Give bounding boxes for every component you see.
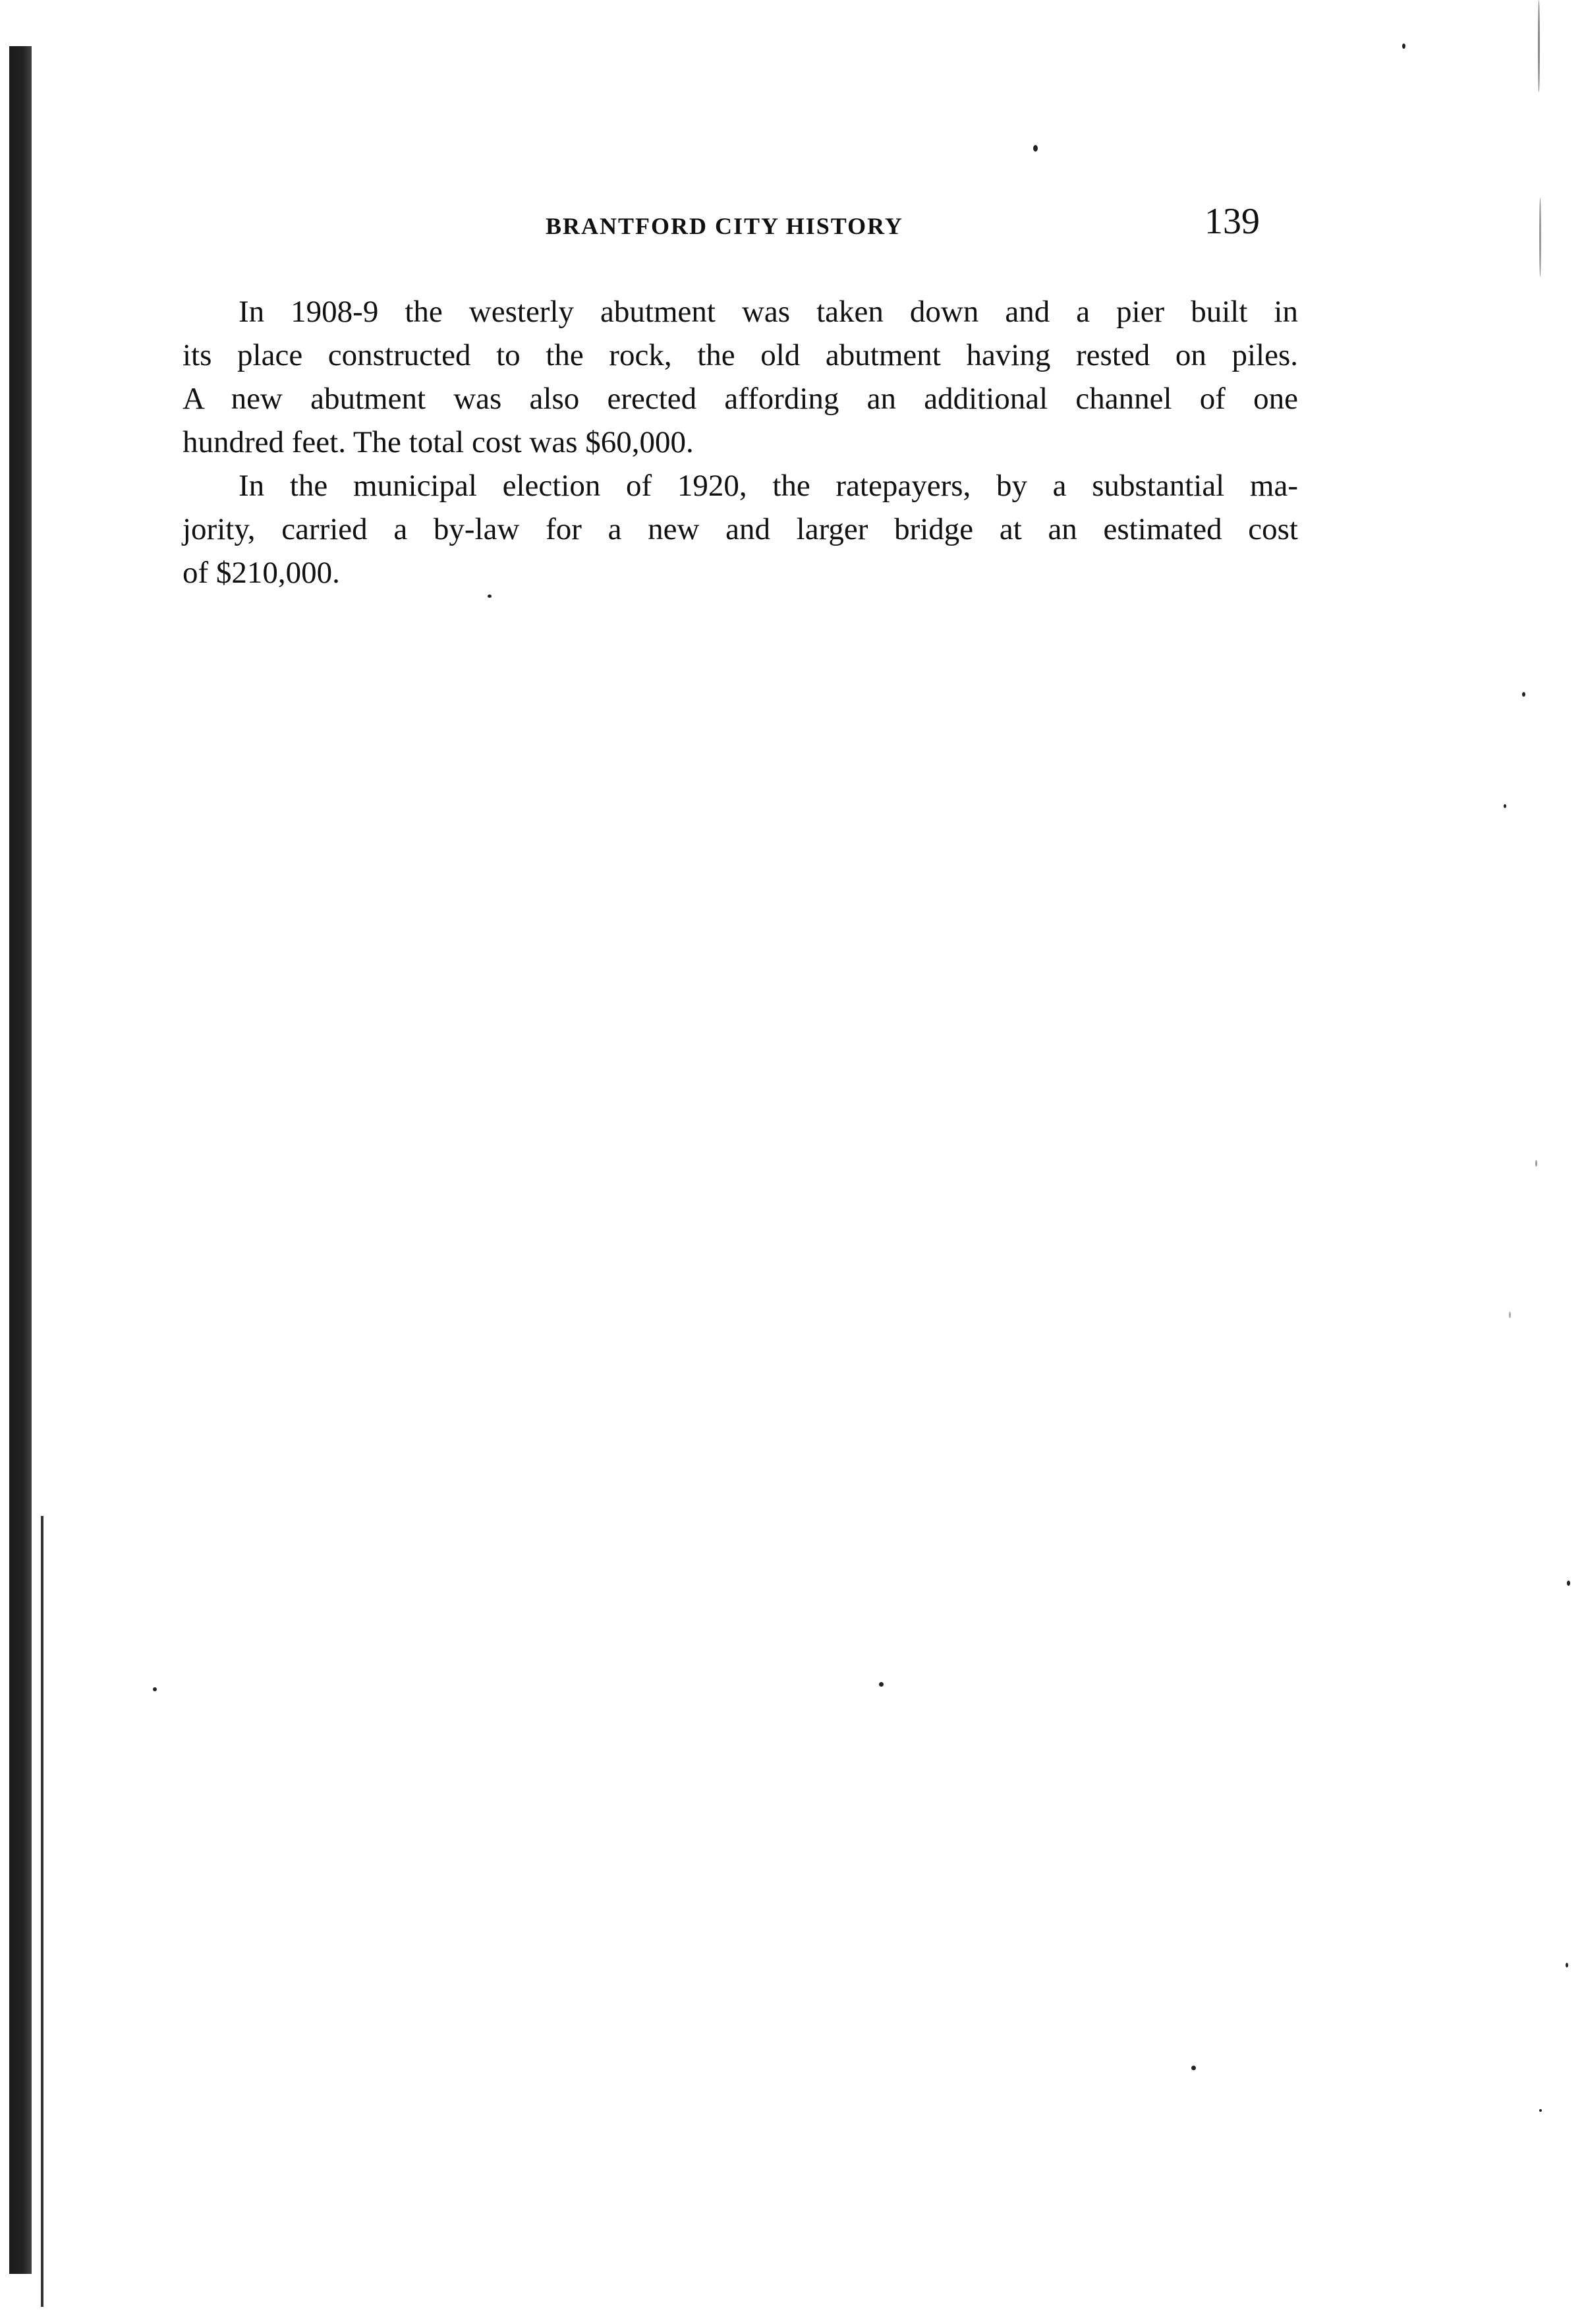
scan-speck xyxy=(1539,2109,1542,2112)
edge-mark xyxy=(1509,1312,1511,1318)
scan-speck xyxy=(879,1682,884,1687)
text-line: its place constructed to the rock, the old abutment having rested on piles. xyxy=(183,338,1298,372)
scan-speck xyxy=(1033,145,1038,152)
scan-speck xyxy=(1191,2066,1196,2070)
scan-speck xyxy=(1567,1581,1570,1586)
scan-speck xyxy=(1402,44,1405,49)
text-line: In 1908-9 the westerly abutment was taken down and a pier built in xyxy=(239,295,1298,329)
body-text xyxy=(183,290,1298,595)
binding-shadow-line xyxy=(41,1516,43,2307)
text-line: A new abutment was also erected affording an additional channel of one xyxy=(183,382,1298,416)
scan-speck xyxy=(153,1687,157,1691)
scan-speck xyxy=(488,595,492,598)
text-line: hundred feet. The total cost was $60,000. xyxy=(183,425,694,459)
paragraph xyxy=(183,464,1298,595)
scan-speck xyxy=(1504,804,1506,808)
paragraph xyxy=(183,290,1298,464)
scan-speck xyxy=(1522,692,1525,697)
scan-speck xyxy=(1566,1963,1568,1967)
text-line: In the municipal election of 1920, the ratepayers, by a substantial ma- xyxy=(239,469,1298,503)
text-line: jority, carried a by-law for a new and larger bridge at an estimated cost xyxy=(183,512,1298,546)
running-head-title: BRANTFORD CITY HISTORY xyxy=(546,213,903,239)
text-line: of $210,000. xyxy=(183,556,340,590)
edge-mark xyxy=(1538,0,1540,92)
edge-mark xyxy=(1539,198,1541,277)
page-number: 139 xyxy=(1204,201,1260,242)
edge-mark xyxy=(1535,1160,1537,1167)
binding-edge xyxy=(9,46,32,2274)
